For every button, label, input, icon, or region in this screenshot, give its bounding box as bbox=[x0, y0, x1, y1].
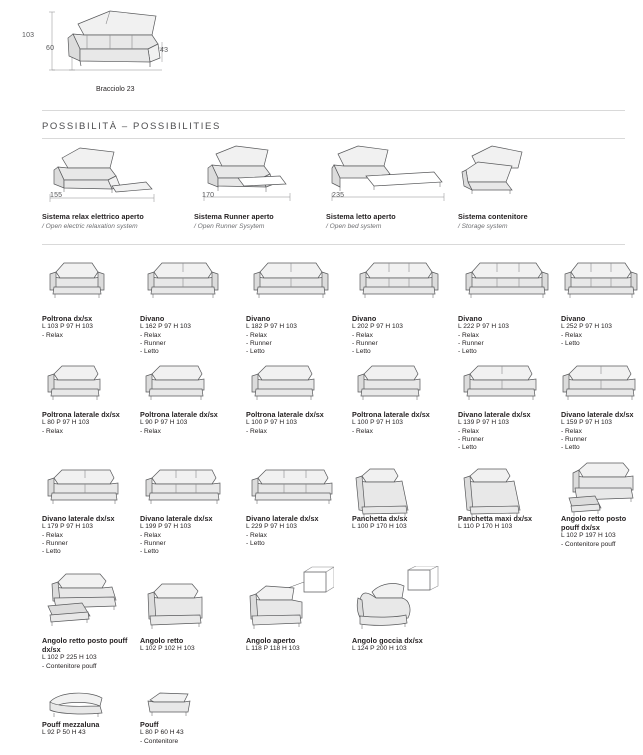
sofa-icon-divano-202 bbox=[352, 258, 446, 306]
system-title-3: Sistema contenitore bbox=[458, 212, 528, 221]
bracciolo-caption: Bracciolo 23 bbox=[96, 86, 135, 93]
item-title-1: Divano bbox=[140, 314, 165, 323]
item-dims-20: L 118 P 118 H 103 bbox=[246, 645, 300, 652]
system-dim-0: 155 bbox=[50, 192, 63, 199]
item-opts-17-0: - Contenitore pouff bbox=[561, 541, 616, 548]
divider-under-title bbox=[42, 138, 625, 139]
item-title-7: Poltrona laterale dx/sx bbox=[140, 410, 218, 419]
item-opts-12-1: - Runner bbox=[42, 540, 68, 547]
item-title-3: Divano bbox=[352, 314, 377, 323]
sofa-icon-angolo-retto bbox=[140, 578, 216, 634]
system-title-0: Sistema relax elettrico aperto bbox=[42, 212, 144, 221]
sofa-icon-divano-182 bbox=[246, 258, 336, 306]
system-title-2: Sistema letto aperto bbox=[326, 212, 396, 221]
system-subtitle-2: / Open bed system bbox=[326, 223, 382, 230]
item-opts-10-2: - Letto bbox=[458, 444, 477, 451]
item-dims-15: L 100 P 170 H 103 bbox=[352, 523, 407, 530]
sofa-icon-poltrona-lat-80 bbox=[42, 362, 110, 406]
sofa-icon-divano-162 bbox=[140, 258, 226, 306]
item-title-19: Angolo retto bbox=[140, 636, 184, 645]
item-title-11: Divano laterale dx/sx bbox=[561, 410, 634, 419]
item-opts-10-0: - Relax bbox=[458, 428, 479, 435]
item-title-14: Divano laterale dx/sx bbox=[246, 514, 319, 523]
item-dims-1: L 162 P 97 H 103 bbox=[140, 323, 191, 330]
system-title-1: Sistema Runner aperto bbox=[194, 212, 274, 221]
sofa-icon-angolo-retto-pouff-197 bbox=[561, 460, 641, 522]
item-opts-23-0: - Contenitore bbox=[140, 738, 179, 745]
armchair-side-drawing bbox=[40, 4, 220, 92]
item-title-2: Divano bbox=[246, 314, 271, 323]
divider-top bbox=[42, 110, 625, 111]
item-opts-10-1: - Runner bbox=[458, 436, 484, 443]
item-dims-6: L 80 P 97 H 103 bbox=[42, 419, 90, 426]
item-dims-21: L 124 P 200 H 103 bbox=[352, 645, 407, 652]
item-dims-11: L 159 P 97 H 103 bbox=[561, 419, 612, 426]
sofa-icon-poltrona-lat-100-b bbox=[352, 362, 430, 406]
item-dims-12: L 179 P 97 H 103 bbox=[42, 523, 93, 530]
item-title-8: Poltrona laterale dx/sx bbox=[246, 410, 324, 419]
item-dims-4: L 222 P 97 H 103 bbox=[458, 323, 509, 330]
item-dims-7: L 90 P 97 H 103 bbox=[140, 419, 188, 426]
item-opts-3-0: - Relax bbox=[352, 332, 373, 339]
sofa-icon-poltrona-lat-90 bbox=[140, 362, 214, 406]
storage-system-drawing bbox=[458, 142, 578, 204]
item-title-13: Divano laterale dx/sx bbox=[140, 514, 213, 523]
item-dims-0: L 103 P 97 H 103 bbox=[42, 323, 93, 330]
item-opts-18-0: - Contenitore pouff bbox=[42, 663, 97, 670]
item-opts-12-2: - Letto bbox=[42, 548, 61, 555]
item-dims-14: L 229 P 97 H 103 bbox=[246, 523, 297, 530]
item-title-6: Poltrona laterale dx/sx bbox=[42, 410, 120, 419]
top-dimension-block bbox=[0, 0, 643, 100]
item-title-12: Divano laterale dx/sx bbox=[42, 514, 115, 523]
system-subtitle-0: / Open electric relaxation system bbox=[42, 223, 138, 230]
item-opts-12-0: - Relax bbox=[42, 532, 63, 539]
pouff-mezzaluna-icon bbox=[42, 688, 114, 720]
item-title-9: Poltrona laterale dx/sx bbox=[352, 410, 430, 419]
item-dims-9: L 100 P 97 H 103 bbox=[352, 419, 403, 426]
sofa-icon-divano-lat-179 bbox=[42, 466, 126, 510]
item-opts-11-0: - Relax bbox=[561, 428, 582, 435]
divider-under-systems bbox=[42, 244, 625, 245]
item-opts-13-1: - Runner bbox=[140, 540, 166, 547]
item-title-10: Divano laterale dx/sx bbox=[458, 410, 531, 419]
section-title: POSSIBILITÀ – POSSIBILITIES bbox=[42, 121, 221, 132]
item-title-21: Angolo goccia dx/sx bbox=[352, 636, 423, 645]
item-dims-19: L 102 P 102 H 103 bbox=[140, 645, 195, 652]
item-opts-8-0: - Relax bbox=[246, 428, 267, 435]
item-title-22: Pouff mezzaluna bbox=[42, 720, 100, 729]
sofa-icon-divano-252 bbox=[561, 258, 641, 306]
dim-seat-height-label: 60 bbox=[46, 45, 55, 52]
system-subtitle-3: / Storage system bbox=[458, 223, 508, 230]
item-opts-11-2: - Letto bbox=[561, 444, 580, 451]
item-opts-7-0: - Relax bbox=[140, 428, 161, 435]
item-opts-4-2: - Letto bbox=[458, 348, 477, 355]
item-opts-13-2: - Letto bbox=[140, 548, 159, 555]
item-dims-22: L 92 P 50 H 43 bbox=[42, 729, 86, 736]
dim-height-label: 103 bbox=[22, 32, 35, 39]
sofa-icon-divano-lat-199 bbox=[140, 466, 230, 510]
open-bed-drawing bbox=[326, 142, 456, 204]
pouff-icon bbox=[140, 688, 200, 720]
item-title-20: Angolo aperto bbox=[246, 636, 296, 645]
sofa-icon-angolo-goccia bbox=[352, 566, 442, 634]
item-opts-2-1: - Runner bbox=[246, 340, 272, 347]
item-dims-17: L 102 P 197 H 103 bbox=[561, 532, 616, 539]
item-opts-1-2: - Letto bbox=[140, 348, 159, 355]
item-dims-23: L 80 P 60 H 43 bbox=[140, 729, 184, 736]
item-opts-5-0: - Relax bbox=[561, 332, 582, 339]
sofa-icon-divano-222 bbox=[458, 258, 556, 306]
item-opts-4-0: - Relax bbox=[458, 332, 479, 339]
sofa-icon-divano-lat-159 bbox=[561, 362, 641, 406]
item-opts-0: - Relax bbox=[42, 332, 63, 339]
sofa-icon-angolo-retto-pouff-225 bbox=[42, 560, 138, 632]
item-dims-13: L 199 P 97 H 103 bbox=[140, 523, 191, 530]
system-subtitle-1: / Open Runner Sysytem bbox=[194, 223, 265, 230]
item-title-23: Pouff bbox=[140, 720, 159, 729]
sofa-icon-angolo-aperto bbox=[246, 566, 334, 634]
item-title-5: Divano bbox=[561, 314, 586, 323]
item-dims-8: L 100 P 97 H 103 bbox=[246, 419, 297, 426]
item-title-15: Panchetta dx/sx bbox=[352, 514, 408, 523]
item-opts-3-1: - Runner bbox=[352, 340, 378, 347]
sofa-icon-poltrona-lat-100-a bbox=[246, 362, 324, 406]
item-opts-14-1: - Letto bbox=[246, 540, 265, 547]
item-title-0: Poltrona dx/sx bbox=[42, 314, 93, 323]
item-opts-2-0: - Relax bbox=[246, 332, 267, 339]
dim-arm-height-label: 43 bbox=[160, 47, 169, 54]
system-dim-2: 235 bbox=[332, 192, 345, 199]
item-opts-5-1: - Letto bbox=[561, 340, 580, 347]
item-opts-14-0: - Relax bbox=[246, 532, 267, 539]
item-dims-5: L 252 P 97 H 103 bbox=[561, 323, 612, 330]
item-title-17: Angolo retto posto pouff dx/sx bbox=[561, 514, 627, 532]
sofa-icon-divano-lat-229 bbox=[246, 466, 342, 510]
item-opts-4-1: - Runner bbox=[458, 340, 484, 347]
item-opts-9-0: - Relax bbox=[352, 428, 373, 435]
item-title-16: Panchetta maxi dx/sx bbox=[458, 514, 533, 523]
item-opts-13-0: - Relax bbox=[140, 532, 161, 539]
sofa-icon-divano-lat-139 bbox=[458, 362, 546, 406]
item-dims-18: L 102 P 225 H 103 bbox=[42, 654, 97, 661]
item-opts-3-2: - Letto bbox=[352, 348, 371, 355]
item-title-4: Divano bbox=[458, 314, 483, 323]
item-dims-16: L 110 P 170 H 103 bbox=[458, 523, 513, 530]
item-dims-3: L 202 P 97 H 103 bbox=[352, 323, 403, 330]
item-title-18: Angolo retto posto pouff dx/sx bbox=[42, 636, 128, 654]
item-opts-2-2: - Letto bbox=[246, 348, 265, 355]
system-dim-1: 170 bbox=[202, 192, 215, 199]
item-opts-1-1: - Runner bbox=[140, 340, 166, 347]
item-opts-1-0: - Relax bbox=[140, 332, 161, 339]
item-opts-6-0: - Relax bbox=[42, 428, 63, 435]
item-dims-10: L 139 P 97 H 103 bbox=[458, 419, 509, 426]
sofa-icon-poltrona bbox=[42, 258, 112, 306]
item-dims-2: L 182 P 97 H 103 bbox=[246, 323, 297, 330]
item-opts-11-1: - Runner bbox=[561, 436, 587, 443]
